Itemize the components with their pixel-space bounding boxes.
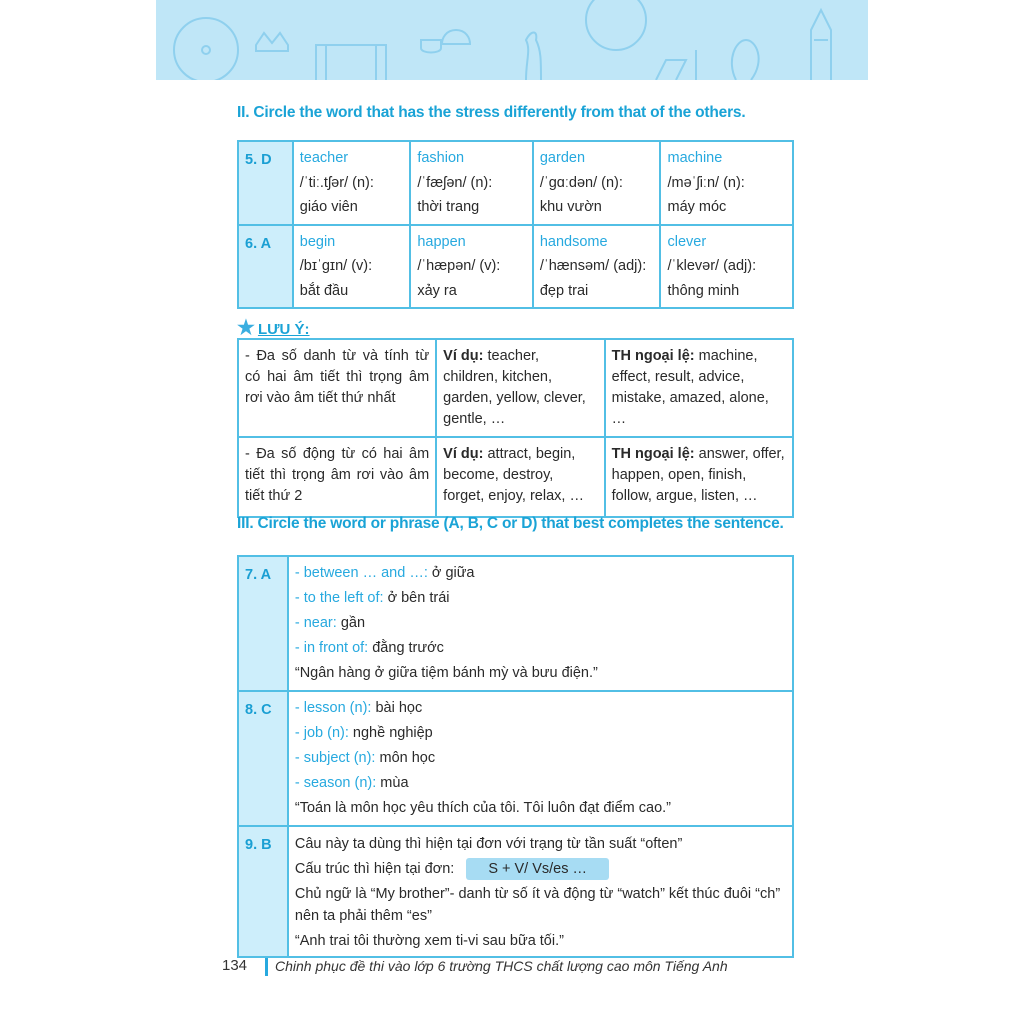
stress-answer-table [237,140,794,309]
answer-label: 5. D [238,141,293,225]
sentence-answer-table [237,555,794,958]
table-row [238,141,793,225]
word-cell: clever /ˈklevər/ (adj): thông minh [660,225,793,309]
answer-label: 9. B [238,826,288,957]
section-3-heading: III. Circle the word or phrase (A, B, C or D) that best completes the sentence. [237,515,784,532]
formula-highlight: S + V/ Vs/es … [466,858,609,880]
rule-cell: - Đa số động từ có hai âm tiết thì trọng âm rơi vào âm tiết thứ 2 [238,437,436,517]
word-cell: happen /ˈhæpən/ (v): xảy ra [410,225,533,309]
word-cell: teacher /ˈtiː.tʃər/ (n): giáo viên [293,141,411,225]
note-table [237,338,794,518]
table-row [238,339,793,437]
exception-cell: TH ngoại lệ: answer, offer, happen, open, finish, follow, argue, listen, … [605,437,793,517]
table-row [238,826,793,957]
example-cell: Ví dụ: teacher, children, kitchen, garden, yellow, clever, gentle, … [436,339,604,437]
note-title: ★ LƯU Ý: [237,317,310,339]
footer-divider [265,958,268,976]
answer-label: 6. A [238,225,293,309]
star-icon: ★ [237,317,255,339]
exception-cell: TH ngoại lệ: machine, effect, result, advice, mistake, amazed, alone, … [605,339,793,437]
travel-doodle-icons [156,0,868,80]
rule-cell: - Đa số danh từ và tính từ có hai âm tiết thì trọng âm rơi vào âm tiết thứ nhất [238,339,436,437]
word-cell: garden /ˈɡɑːdən/ (n): khu vườn [533,141,661,225]
word-cell: fashion /ˈfæʃən/ (n): thời trang [410,141,533,225]
explanation-cell: - between … and …: ở giữa - to the left of: ở bên trái - near: gần - in front of: đằng trước “Ngân hàng ở giữa tiệm bánh mỳ và bưu điện.” [288,556,793,691]
explanation-cell: - lesson (n): bài học - job (n): nghề nghiệp - subject (n): môn học - season (n): mùa “Toán là môn học yêu thích của tôi. Tôi luôn đạt điểm cao.” [288,691,793,826]
answer-label: 7. A [238,556,288,691]
table-row [238,225,793,309]
word-cell: begin /bɪˈɡɪn/ (v): bắt đầu [293,225,411,309]
explanation-cell: Câu này ta dùng thì hiện tại đơn với trạng từ tần suất “often” Cấu trúc thì hiện tại đơn: S + V/ Vs/es … Chủ ngữ là “My brother”- danh từ số ít và động từ “watch” kết thúc đuôi “ch” nên ta phải thêm “es” “Anh trai tôi thường xem ti-vi sau bữa tối.” [288,826,793,957]
table-row [238,556,793,691]
answer-label: 8. C [238,691,288,826]
word-cell: handsome /ˈhænsəm/ (adj): đẹp trai [533,225,661,309]
table-row [238,691,793,826]
book-title: Chinh phục đề thi vào lớp 6 trường THCS chất lượng cao môn Tiếng Anh [275,958,728,974]
word-cell: machine /məˈʃiːn/ (n): máy móc [660,141,793,225]
page-number: 134 [222,957,248,974]
example-cell: Ví dụ: attract, begin, become, destroy, forget, enjoy, relax, … [436,437,604,517]
section-2-heading: II. Circle the word that has the stress differently from that of the others. [237,104,746,121]
header-banner [156,0,868,80]
table-row [238,437,793,517]
